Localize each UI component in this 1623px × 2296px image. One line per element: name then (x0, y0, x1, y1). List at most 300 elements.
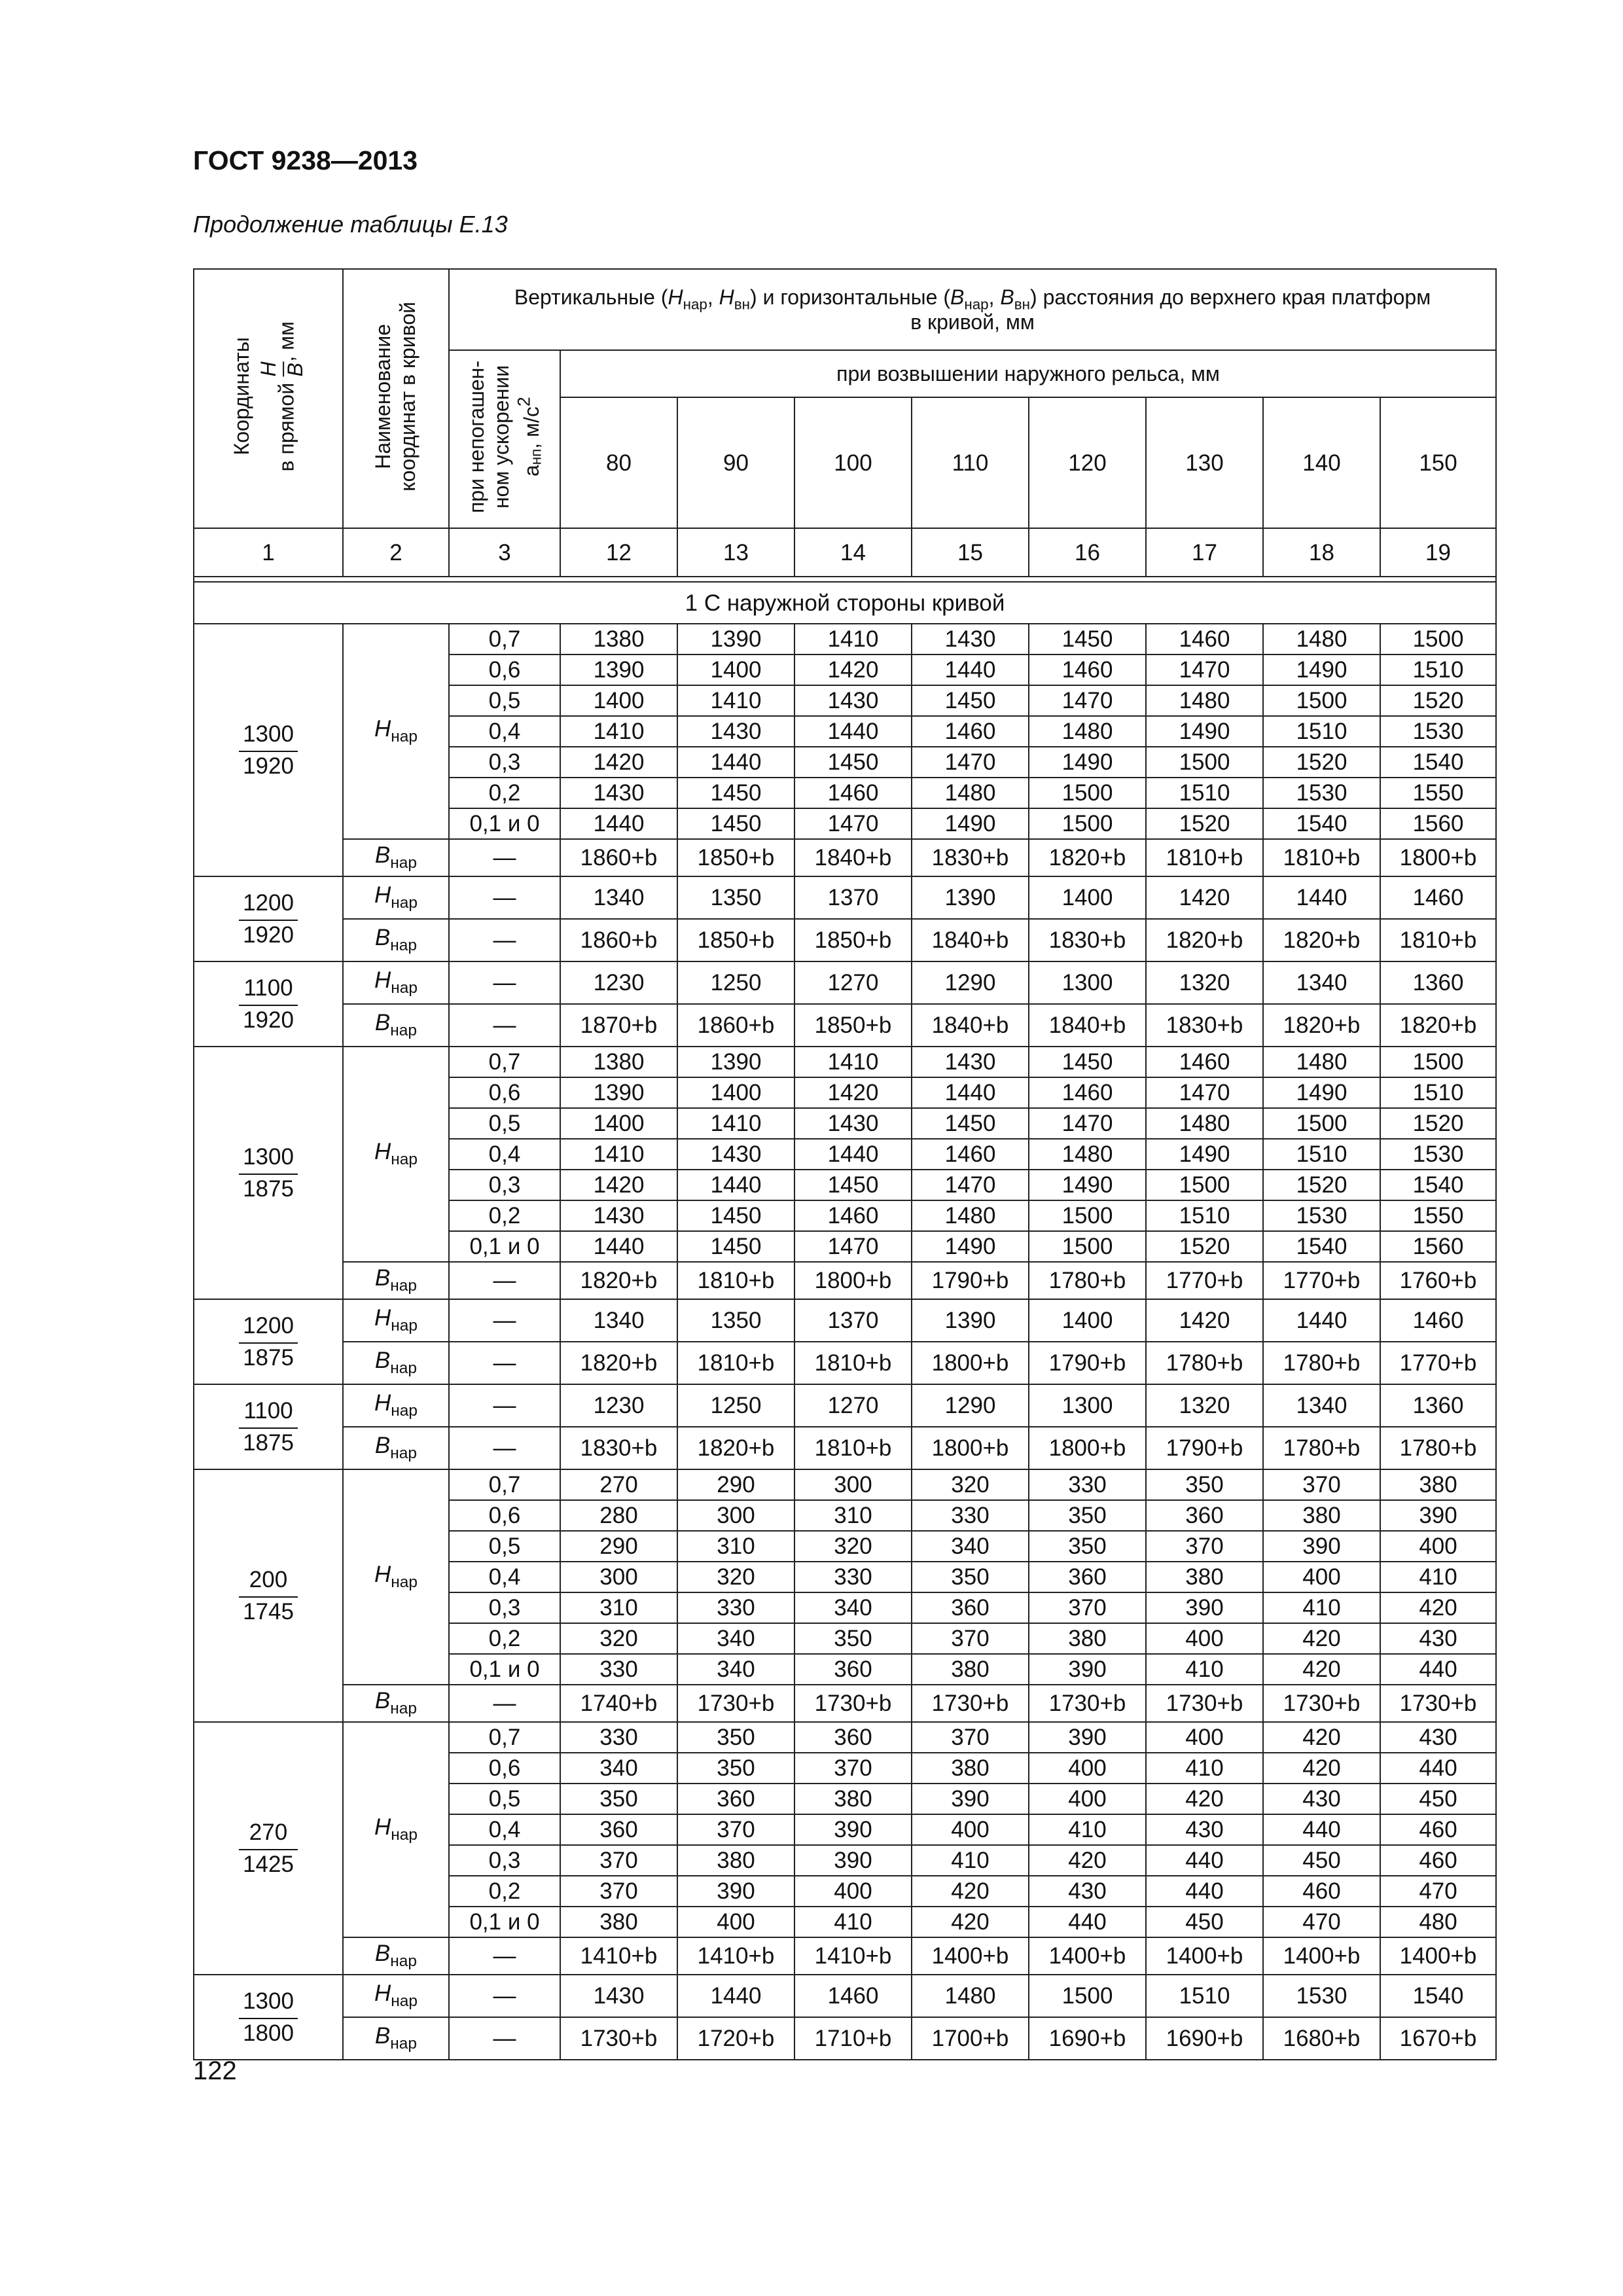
data-cell: 1250 (677, 961, 794, 1004)
coordinate-fraction (194, 961, 343, 1047)
data-cell: 380 (1263, 1500, 1380, 1531)
coord-h: 1100 (239, 1397, 298, 1429)
data-cell: 360 (677, 1784, 794, 1814)
data-cell: 1530 (1263, 1975, 1380, 2017)
data-cell: 1790+b (1146, 1427, 1263, 1469)
table-row (194, 1047, 1496, 1077)
data-cell: 1490 (912, 808, 1029, 839)
data-cell: 390 (1146, 1592, 1263, 1623)
column-number: 2 (343, 528, 449, 577)
label-b-nar: $B_{нар}$ (343, 1342, 449, 1384)
data-cell: 1270 (794, 961, 912, 1004)
data-cell: 1270 (794, 1384, 912, 1427)
table-row (194, 1975, 1496, 2017)
data-cell: 350 (1146, 1469, 1263, 1500)
data-cell: 1400+b (1029, 1937, 1146, 1975)
data-cell: 410 (1380, 1562, 1496, 1592)
data-cell: 1500 (1380, 1047, 1496, 1077)
data-cell: 1480 (912, 1975, 1029, 2017)
data-cell: 1460 (1029, 1077, 1146, 1108)
coord-b: 1745 (243, 1599, 294, 1624)
data-cell: 1340 (1263, 1384, 1380, 1427)
data-cell: 1500 (1146, 1170, 1263, 1200)
acceleration-value: 0,6 (449, 1500, 560, 1531)
acceleration-dash: — (449, 1427, 560, 1469)
data-cell: 1820+b (1380, 1004, 1496, 1047)
acceleration-value: 0,2 (449, 1623, 560, 1654)
header-coordinate-name: Наименование координат в кривой (343, 269, 449, 528)
data-cell: 410 (1029, 1814, 1146, 1845)
data-cell: 1530 (1263, 1200, 1380, 1231)
data-cell: 410 (912, 1845, 1029, 1876)
data-cell: 1350 (677, 876, 794, 919)
coord-b: 1875 (243, 1176, 294, 1202)
data-cell: 1400 (677, 655, 794, 685)
data-cell: 1540 (1380, 1170, 1496, 1200)
data-cell: 370 (1029, 1592, 1146, 1623)
data-cell: 1690+b (1146, 2017, 1263, 2060)
table-row (194, 1342, 1496, 1384)
data-cell: 340 (677, 1654, 794, 1685)
data-cell: 400 (912, 1814, 1029, 1845)
column-number: 3 (449, 528, 560, 577)
data-cell: 1730+b (1146, 1685, 1263, 1722)
data-cell: 1840+b (1029, 1004, 1146, 1047)
data-cell: 400 (1146, 1722, 1263, 1753)
data-cell: 1470 (1029, 1108, 1146, 1139)
data-cell: 1800+b (1380, 839, 1496, 876)
page-number: 122 (193, 2056, 237, 2085)
data-cell: 430 (1029, 1876, 1146, 1907)
data-cell: 1870+b (560, 1004, 677, 1047)
data-cell: 1440 (912, 655, 1029, 685)
label-h-nar: $H_{нар}$ (343, 624, 449, 839)
data-cell: 420 (912, 1876, 1029, 1907)
data-cell: 450 (1146, 1907, 1263, 1937)
data-cell: 430 (1263, 1784, 1380, 1814)
data-cell: 1480 (1029, 716, 1146, 747)
acceleration-value: 0,4 (449, 716, 560, 747)
acceleration-dash: — (449, 1262, 560, 1299)
acceleration-dash: — (449, 2017, 560, 2060)
data-cell: 1460 (794, 778, 912, 808)
label-h-nar: $H_{нар}$ (343, 1047, 449, 1262)
data-cell: 1450 (912, 685, 1029, 716)
data-cell: 1420 (794, 655, 912, 685)
data-cell: 1830+b (560, 1427, 677, 1469)
coord-h: 1300 (239, 1143, 298, 1175)
data-cell: 440 (1263, 1814, 1380, 1845)
data-cell: 1390 (912, 1299, 1029, 1342)
data-cell: 1450 (677, 778, 794, 808)
data-cell: 1430 (560, 778, 677, 808)
coord-b: 1875 (243, 1430, 294, 1456)
data-cell: 1520 (1146, 808, 1263, 839)
data-cell: 1440 (1263, 1299, 1380, 1342)
data-cell: 1760+b (1380, 1262, 1496, 1299)
data-cell: 320 (560, 1623, 677, 1654)
coordinate-fraction (194, 1384, 343, 1469)
acceleration-value: 0,6 (449, 1753, 560, 1784)
acceleration-dash: — (449, 1384, 560, 1427)
data-cell: 1500 (1146, 747, 1263, 778)
data-cell: 290 (677, 1469, 794, 1500)
data-cell: 1480 (1029, 1139, 1146, 1170)
elevation-value: 110 (912, 397, 1029, 528)
data-cell: 1770+b (1263, 1262, 1380, 1299)
data-cell: 1820+b (560, 1262, 677, 1299)
acceleration-value: 0,5 (449, 1108, 560, 1139)
acceleration-dash: — (449, 1004, 560, 1047)
data-cell: 1430 (912, 624, 1029, 655)
data-cell: 1350 (677, 1299, 794, 1342)
data-cell: 1470 (794, 808, 912, 839)
data-cell: 1400+b (1263, 1937, 1380, 1975)
data-cell: 1340 (1263, 961, 1380, 1004)
header-coordinates-straight: Координаты в прямой H B , мм (194, 269, 343, 528)
acceleration-value: 0,2 (449, 1876, 560, 1907)
data-cell: 1540 (1263, 1231, 1380, 1262)
data-cell: 350 (912, 1562, 1029, 1592)
coord-b: 1920 (243, 753, 294, 779)
data-cell: 1860+b (560, 919, 677, 961)
data-cell: 440 (1380, 1654, 1496, 1685)
data-cell: 1550 (1380, 778, 1496, 808)
data-cell: 1440 (794, 716, 912, 747)
data-cell: 350 (1029, 1500, 1146, 1531)
data-cell: 1790+b (912, 1262, 1029, 1299)
data-cell: 1340 (560, 1299, 677, 1342)
data-cell: 1440 (560, 1231, 677, 1262)
table-row (194, 2017, 1496, 2060)
data-cell: 390 (1029, 1654, 1146, 1685)
acceleration-dash: — (449, 1685, 560, 1722)
table-row (194, 1722, 1496, 1753)
column-number: 14 (794, 528, 912, 577)
data-cell: 1370 (794, 1299, 912, 1342)
coord-h: 270 (239, 1818, 298, 1850)
data-cell: 400 (1263, 1562, 1380, 1592)
data-cell: 350 (560, 1784, 677, 1814)
data-cell: 1500 (1029, 808, 1146, 839)
elevation-value: 150 (1380, 397, 1496, 528)
data-cell: 1420 (794, 1077, 912, 1108)
data-cell: 1510 (1146, 778, 1263, 808)
table-row (194, 1299, 1496, 1342)
data-cell: 1460 (1029, 655, 1146, 685)
acceleration-value: 0,4 (449, 1814, 560, 1845)
data-cell: 1460 (1146, 1047, 1263, 1077)
data-cell: 320 (677, 1562, 794, 1592)
data-cell: 360 (1029, 1562, 1146, 1592)
data-cell: 1810+b (1263, 839, 1380, 876)
data-cell: 420 (1380, 1592, 1496, 1623)
coord-h: 200 (239, 1566, 298, 1598)
table-row (194, 624, 1496, 655)
acceleration-dash: — (449, 876, 560, 919)
column-number: 15 (912, 528, 1029, 577)
column-number: 1 (194, 528, 343, 577)
acceleration-value: 0,3 (449, 747, 560, 778)
data-cell: 400 (677, 1907, 794, 1937)
data-cell: 360 (912, 1592, 1029, 1623)
data-cell: 1840+b (794, 839, 912, 876)
elevation-value: 100 (794, 397, 912, 528)
data-cell: 1780+b (1146, 1342, 1263, 1384)
data-cell: 390 (794, 1845, 912, 1876)
data-cell: 1440 (677, 747, 794, 778)
data-cell: 410 (1146, 1654, 1263, 1685)
data-cell: 310 (677, 1531, 794, 1562)
data-cell: 1450 (794, 747, 912, 778)
coord-b: 1920 (243, 922, 294, 948)
data-cell: 350 (677, 1722, 794, 1753)
coord-h: 1300 (239, 720, 298, 752)
data-cell: 1730+b (1029, 1685, 1146, 1722)
data-cell: 1440 (677, 1975, 794, 2017)
label-b-nar: $B_{нар}$ (343, 1004, 449, 1047)
data-cell: 350 (677, 1753, 794, 1784)
data-cell: 1460 (794, 1200, 912, 1231)
data-cell: 1730+b (1380, 1685, 1496, 1722)
column-number: 18 (1263, 528, 1380, 577)
label-h-nar: $H_{нар}$ (343, 1722, 449, 1937)
acceleration-value: 0,7 (449, 1469, 560, 1500)
acceleration-value: 0,3 (449, 1845, 560, 1876)
data-cell: 1510 (1380, 655, 1496, 685)
data-cell: 460 (1263, 1876, 1380, 1907)
acceleration-value: 0,7 (449, 624, 560, 655)
data-cell: 1730+b (1263, 1685, 1380, 1722)
data-cell: 1440 (912, 1077, 1029, 1108)
data-cell: 1450 (677, 808, 794, 839)
data-cell: 420 (1029, 1845, 1146, 1876)
data-cell: 280 (560, 1500, 677, 1531)
data-cell: 1810+b (794, 1342, 912, 1384)
data-cell: 380 (560, 1907, 677, 1937)
data-cell: 1800+b (1029, 1427, 1146, 1469)
acceleration-value: 0,4 (449, 1139, 560, 1170)
data-cell: 330 (912, 1500, 1029, 1531)
acceleration-value: 0,1 и 0 (449, 1654, 560, 1685)
data-cell: 390 (1380, 1500, 1496, 1531)
data-cell: 320 (794, 1531, 912, 1562)
data-cell: 400 (1029, 1784, 1146, 1814)
data-cell: 1480 (1146, 1108, 1263, 1139)
document-title: ГОСТ 9238—2013 (193, 145, 418, 175)
data-cell: 470 (1263, 1907, 1380, 1937)
label-b-nar: $B_{нар}$ (343, 1937, 449, 1975)
data-cell: 1430 (912, 1047, 1029, 1077)
clearance-table (193, 268, 1497, 2060)
data-cell: 1410 (794, 1047, 912, 1077)
acceleration-value: 0,5 (449, 685, 560, 716)
data-cell: 300 (560, 1562, 677, 1592)
elevation-value: 140 (1263, 397, 1380, 528)
data-cell: 1490 (1263, 655, 1380, 685)
acceleration-value: 0,5 (449, 1531, 560, 1562)
data-cell: 1500 (1029, 1975, 1146, 2017)
table-row (194, 961, 1496, 1004)
data-cell: 360 (560, 1814, 677, 1845)
data-cell: 1430 (677, 716, 794, 747)
data-cell: 1500 (1029, 1200, 1146, 1231)
data-cell: 330 (560, 1654, 677, 1685)
data-cell: 1490 (912, 1231, 1029, 1262)
data-cell: 1510 (1263, 1139, 1380, 1170)
data-cell: 1680+b (1263, 2017, 1380, 2060)
data-cell: 1740+b (560, 1685, 677, 1722)
data-cell: 1670+b (1380, 2017, 1496, 2060)
data-cell: 1420 (560, 1170, 677, 1200)
data-cell: 1470 (1146, 1077, 1263, 1108)
column-number: 17 (1146, 528, 1263, 577)
data-cell: 1700+b (912, 2017, 1029, 2060)
data-cell: 1360 (1380, 1384, 1496, 1427)
acceleration-value: 0,3 (449, 1170, 560, 1200)
label-b-nar: $B_{нар}$ (343, 1685, 449, 1722)
table-row (194, 1384, 1496, 1427)
data-cell: 1810+b (1380, 919, 1496, 961)
data-cell: 390 (912, 1784, 1029, 1814)
data-cell: 1320 (1146, 961, 1263, 1004)
data-cell: 330 (794, 1562, 912, 1592)
data-cell: 1380 (560, 624, 677, 655)
data-cell: 370 (912, 1722, 1029, 1753)
data-cell: 1730+b (560, 2017, 677, 2060)
data-cell: 1830+b (912, 839, 1029, 876)
data-cell: 1460 (794, 1975, 912, 2017)
data-cell: 1820+b (560, 1342, 677, 1384)
data-cell: 420 (1263, 1722, 1380, 1753)
data-cell: 470 (1380, 1876, 1496, 1907)
data-cell: 1410+b (794, 1937, 912, 1975)
data-cell: 420 (1263, 1753, 1380, 1784)
data-cell: 1430 (794, 1108, 912, 1139)
header-acceleration: при непогашен- ном ускорении $a_{нп}$, $м/с^2$ (449, 350, 560, 528)
table-continuation-caption: Продолжение таблицы Е.13 (193, 211, 508, 238)
data-cell: 1770+b (1380, 1342, 1496, 1384)
data-cell: 1540 (1263, 808, 1380, 839)
data-cell: 1460 (912, 1139, 1029, 1170)
data-cell: 1520 (1146, 1231, 1263, 1262)
data-cell: 360 (1146, 1500, 1263, 1531)
data-cell: 1790+b (1029, 1342, 1146, 1384)
data-cell: 400 (1029, 1753, 1146, 1784)
acceleration-value: 0,4 (449, 1562, 560, 1592)
data-cell: 1800+b (912, 1427, 1029, 1469)
acceleration-dash: — (449, 1937, 560, 1975)
data-cell: 1440 (560, 808, 677, 839)
data-cell: 1400+b (1146, 1937, 1263, 1975)
data-cell: 1450 (1029, 624, 1146, 655)
data-cell: 1410 (794, 624, 912, 655)
data-cell: 380 (794, 1784, 912, 1814)
data-cell: 1450 (677, 1231, 794, 1262)
data-cell: 1850+b (794, 1004, 912, 1047)
coordinate-fraction (194, 624, 343, 876)
data-cell: 1840+b (912, 1004, 1029, 1047)
acceleration-value: 0,1 и 0 (449, 808, 560, 839)
data-cell: 420 (1146, 1784, 1263, 1814)
section-title: 1 С наружной стороны кривой (194, 582, 1496, 624)
data-cell: 1730+b (912, 1685, 1029, 1722)
data-cell: 390 (1263, 1531, 1380, 1562)
data-cell: 1410 (677, 685, 794, 716)
data-cell: 1560 (1380, 808, 1496, 839)
data-cell: 380 (912, 1654, 1029, 1685)
data-cell: 1510 (1380, 1077, 1496, 1108)
data-cell: 330 (1029, 1469, 1146, 1500)
data-cell: 480 (1380, 1907, 1496, 1937)
data-cell: 1520 (1263, 747, 1380, 778)
data-cell: 1500 (1263, 1108, 1380, 1139)
data-cell: 1300 (1029, 961, 1146, 1004)
header-distances: Вертикальные ($H_{нар}$, $H_{вн}$) и горизонтальные ($B_{нар}$, $B_{вн}$) расстояния до верхнего края платформ в кривой, мм (449, 269, 1496, 350)
data-cell: 1730+b (677, 1685, 794, 1722)
coordinate-fraction (194, 1469, 343, 1722)
data-cell: 1780+b (1263, 1427, 1380, 1469)
data-cell: 460 (1380, 1814, 1496, 1845)
data-cell: 1830+b (1029, 919, 1146, 961)
data-cell: 1430 (560, 1200, 677, 1231)
data-cell: 350 (1029, 1531, 1146, 1562)
data-cell: 1780+b (1380, 1427, 1496, 1469)
data-cell: 440 (1029, 1907, 1146, 1937)
data-cell: 1430 (794, 685, 912, 716)
table-row (194, 876, 1496, 919)
data-cell: 1410+b (560, 1937, 677, 1975)
table-row (194, 1004, 1496, 1047)
data-cell: 1400 (560, 1108, 677, 1139)
header-elevation: при возвышении наружного рельса, мм (560, 350, 1496, 397)
data-cell: 1490 (1146, 1139, 1263, 1170)
data-cell: 380 (1029, 1623, 1146, 1654)
column-number: 16 (1029, 528, 1146, 577)
data-cell: 450 (1380, 1784, 1496, 1814)
acceleration-value: 0,6 (449, 1077, 560, 1108)
elevation-value: 120 (1029, 397, 1146, 528)
data-cell: 1530 (1380, 716, 1496, 747)
data-cell: 1520 (1263, 1170, 1380, 1200)
data-cell: 420 (1263, 1623, 1380, 1654)
table-row (194, 1427, 1496, 1469)
data-cell: 370 (677, 1814, 794, 1845)
data-cell: 300 (794, 1469, 912, 1500)
acceleration-dash: — (449, 839, 560, 876)
data-cell: 330 (560, 1722, 677, 1753)
acceleration-value: 0,3 (449, 1592, 560, 1623)
data-cell: 1800+b (912, 1342, 1029, 1384)
data-cell: 1460 (912, 716, 1029, 747)
data-cell: 380 (1146, 1562, 1263, 1592)
data-cell: 1820+b (677, 1427, 794, 1469)
data-cell: 1810+b (677, 1262, 794, 1299)
data-cell: 1550 (1380, 1200, 1496, 1231)
data-cell: 410 (1146, 1753, 1263, 1784)
data-cell: 1810+b (677, 1342, 794, 1384)
data-cell: 1500 (1380, 624, 1496, 655)
data-cell: 1490 (1263, 1077, 1380, 1108)
data-cell: 1410 (560, 716, 677, 747)
data-cell: 1770+b (1146, 1262, 1263, 1299)
label-h-nar: $H_{нар}$ (343, 876, 449, 919)
header-separator (194, 577, 1496, 582)
data-cell: 1520 (1380, 685, 1496, 716)
data-cell: 1320 (1146, 1384, 1263, 1427)
data-cell: 1440 (677, 1170, 794, 1200)
acceleration-dash: — (449, 961, 560, 1004)
